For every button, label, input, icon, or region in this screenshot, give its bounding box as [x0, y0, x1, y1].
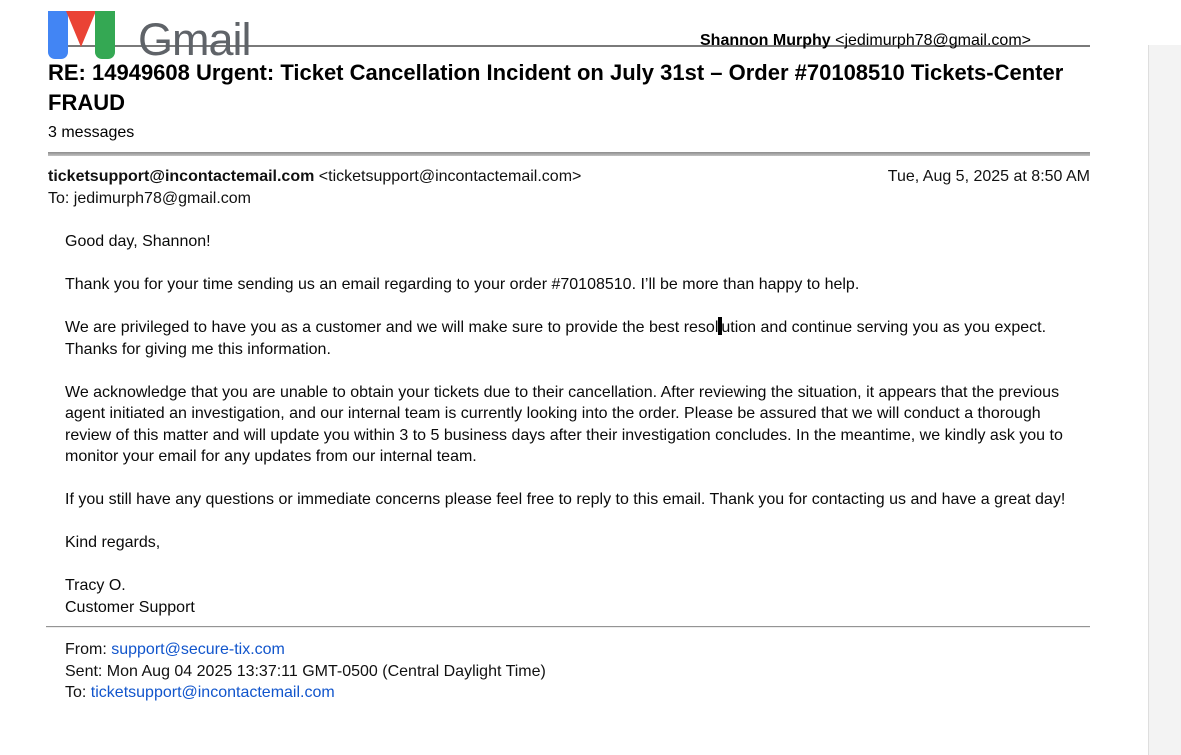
message-body: [65, 231, 1070, 618]
signature-role: Customer Support: [65, 598, 195, 616]
recipient-line: To: jedimurph78@gmail.com: [48, 190, 251, 207]
sender-line: [48, 166, 581, 187]
quoted-to-address-link[interactable]: ticketsupport@incontactemail.com: [90, 684, 335, 701]
quoted-from-line: [65, 639, 1090, 661]
quoted-sent-line: Sent: Mon Aug 04 2025 13:37:11 GMT-0500 (Central Daylight Time): [65, 662, 546, 680]
quoted-message-divider: [46, 626, 1090, 627]
body-text-before-caret: We are privileged to have you as a customer and we will make sure to provide the best resol: [65, 319, 719, 336]
body-text-after-caret: ution and continue serving you as you expect. Thanks for giving me this information.: [65, 319, 1047, 358]
body-paragraph-questions: If you still have any questions or immediate concerns please feel free to reply to this email. Thank you for contacting us and have a great day!: [65, 491, 1066, 508]
gmail-logo-green-pillar: [95, 11, 115, 59]
print-content: [48, 45, 1090, 704]
body-closing: Kind regards,: [65, 534, 161, 551]
message-date: Tue, Aug 5, 2025 at 8:50 AM: [887, 168, 1090, 185]
sender-name: ticketsupport@incontactemail.com: [48, 168, 315, 185]
thread-subject: RE: 14949608 Urgent: Ticket Cancellation Incident on July 31st – Order #70108510 Tickets-Center FRAUD: [48, 60, 1064, 115]
gmail-print-view: [0, 14, 1181, 755]
body-paragraph-privileged: [65, 317, 1070, 360]
quoted-from-address-link[interactable]: support@secure-tix.com: [111, 641, 285, 658]
sender-address: <ticketsupport@incontactemail.com>: [318, 168, 582, 185]
quoted-to-line: [65, 682, 1090, 704]
body-paragraph-acknowledge: We acknowledge that you are unable to obtain your tickets due to their cancellation. After reviewing the situation, it appears that the previous agent initiated an investigation, and our internal team is currently looking into the order. Please be assured that we will conduct a thorough review of this matter and will update you within 3 to 5 business days after their investigation concludes. In the meantime, we kindly ask you to monitor your email for any updates from our internal team.: [65, 383, 1063, 465]
page-gutter: [1148, 45, 1181, 755]
account-identity: [700, 31, 1031, 51]
quoted-from-label: From:: [65, 641, 107, 658]
signature-name: Tracy O.: [65, 577, 126, 594]
message-count: 3 messages: [48, 124, 135, 141]
quoted-to-label: To:: [65, 684, 87, 701]
body-paragraph-thanks: Thank you for your time sending us an email regarding to your order #70108510. I’ll be more than happy to help.: [65, 276, 860, 293]
thread-divider: [48, 152, 1090, 156]
signature: [65, 575, 1070, 618]
gmail-logo-red-chevron: [66, 11, 96, 47]
account-name: Shannon Murphy: [700, 32, 831, 49]
quoted-headers: [65, 639, 1090, 704]
gmail-logo-text: Gmail: [138, 14, 251, 65]
body-greeting: Good day, Shannon!: [65, 233, 211, 250]
account-address: <jedimurph78@gmail.com>: [835, 32, 1031, 49]
gmail-logo-blue-pillar: [48, 11, 68, 59]
message-header: [48, 166, 1090, 187]
